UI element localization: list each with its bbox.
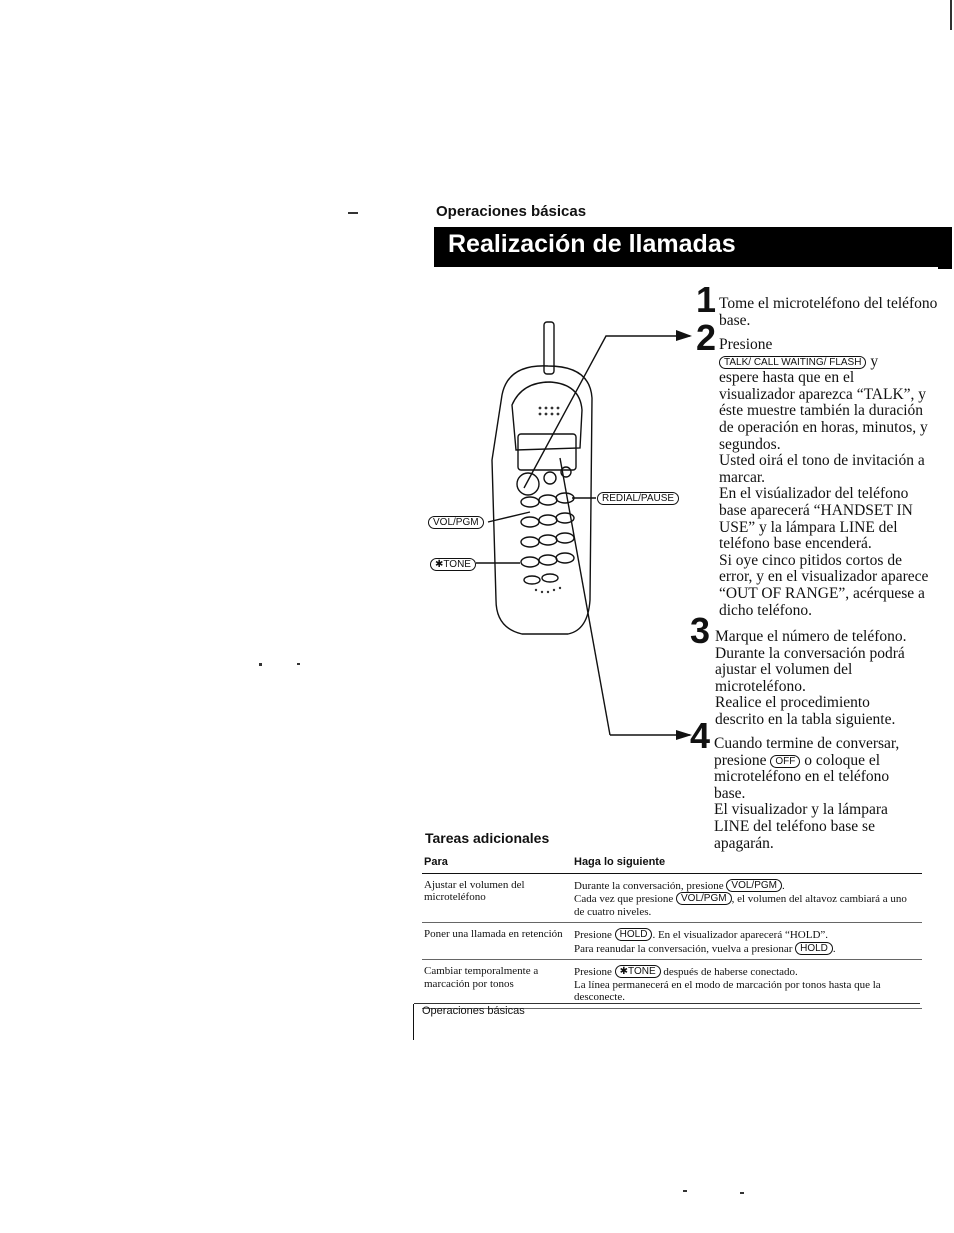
step-2-number: 2 [696, 317, 717, 358]
step-1-text: Tome el microteléfono del teléfono base. [719, 295, 938, 329]
table-row [422, 873, 922, 923]
scan-speck [297, 663, 300, 665]
header-haga: Haga lo siguiente [572, 853, 922, 873]
step-1-number: 1 [696, 279, 717, 320]
cell-haga: Durante la conversación, presione VOL/PGM . Cada vez que presione VOL/PGM , el volumen del altavoz cambiará a uno de cuatro niveles. [572, 873, 922, 923]
table-row [422, 960, 922, 1009]
step-3-number: 3 [690, 610, 711, 651]
table-row [422, 923, 922, 960]
hold-key: HOLD [795, 942, 833, 955]
tasks-title: Tareas adicionales [425, 830, 550, 846]
footer-rule [413, 1004, 414, 1040]
talk-button [517, 473, 539, 495]
tone-callout: ✱TONE [430, 558, 476, 571]
vol-pgm-callout: VOL/PGM [428, 516, 484, 529]
speaker-area [512, 382, 582, 450]
header-para: Para [422, 853, 572, 873]
handset-body [492, 366, 592, 634]
redial-pause-callout: REDIAL/PAUSE [597, 492, 679, 505]
step-3-text: Marque el número de teléfono. Durante la conversación podrá ajustar el volumen del microteléfono. Realice el procedimiento descrito en la tabla siguiente. [715, 628, 907, 728]
scan-speck [740, 1192, 744, 1194]
table-header-row [422, 853, 922, 873]
off-button [544, 472, 556, 484]
title-bar [434, 227, 946, 267]
display-window [518, 434, 576, 470]
keypad [521, 493, 574, 584]
cell-para: Cambiar temporalmente a marcación por tonos [422, 960, 572, 1009]
tasks-table [422, 853, 922, 1009]
vol-pgm-key: VOL/PGM [726, 879, 782, 892]
section-label: Operaciones básicas [436, 203, 587, 220]
hold-key: HOLD [615, 928, 653, 941]
vol-pgm-key: VOL/PGM [676, 892, 732, 905]
scan-speck [950, 0, 952, 30]
page-footer: Operaciones básicas [422, 1005, 525, 1017]
scan-speck [259, 663, 262, 666]
off-key: OFF [770, 755, 800, 768]
title-bar-tab [938, 227, 952, 269]
step-4-number: 4 [690, 715, 711, 756]
step-2-text: Presione TALK/ CALL WAITING/ FLASH y espere hasta que en el visualizador aparezca “TALK”, y éste muestre también la duración de operación en horas, minutos, y segundos. Usted oirá el tono de invitación a marcar. En el visúalizador del teléfono base aparecerá “HANDSET IN USE” y la lámpara LINE del teléfono base encenderá. Si oye cinco pitidos cortos de error, y en el visualizador aparece “OUT OF RANGE”, acérquese a dicho teléfono. [719, 336, 929, 619]
cell-haga: Presione HOLD . En el visualizador aparecerá “HOLD”. Para reanudar la conversación, vuelva a presionar HOLD . [572, 923, 922, 960]
page-title: Realización de llamadas [448, 230, 736, 258]
cell-para: Poner una llamada en retención [422, 923, 572, 960]
cell-haga: Presione ✱TONE después de haberse conectado. La línea permanecerá en el modo de marcación por tonos hasta que la desconecte. [572, 960, 922, 1009]
scan-speck [683, 1190, 687, 1192]
tone-key: ✱TONE [615, 965, 661, 978]
scan-speck [348, 212, 358, 214]
step-4-text: Cuando termine de conversar, presione OFF o coloque el microteléfono en el teléfono base. El visualizador y la lámpara LINE del teléfono base se apagarán. [714, 735, 900, 852]
leader-step-2 [524, 336, 690, 488]
footer-line [414, 1003, 920, 1004]
cell-para: Ajustar el volumen del microteléfono [422, 873, 572, 923]
talk-key: TALK/ CALL WAITING/ FLASH [719, 356, 866, 369]
